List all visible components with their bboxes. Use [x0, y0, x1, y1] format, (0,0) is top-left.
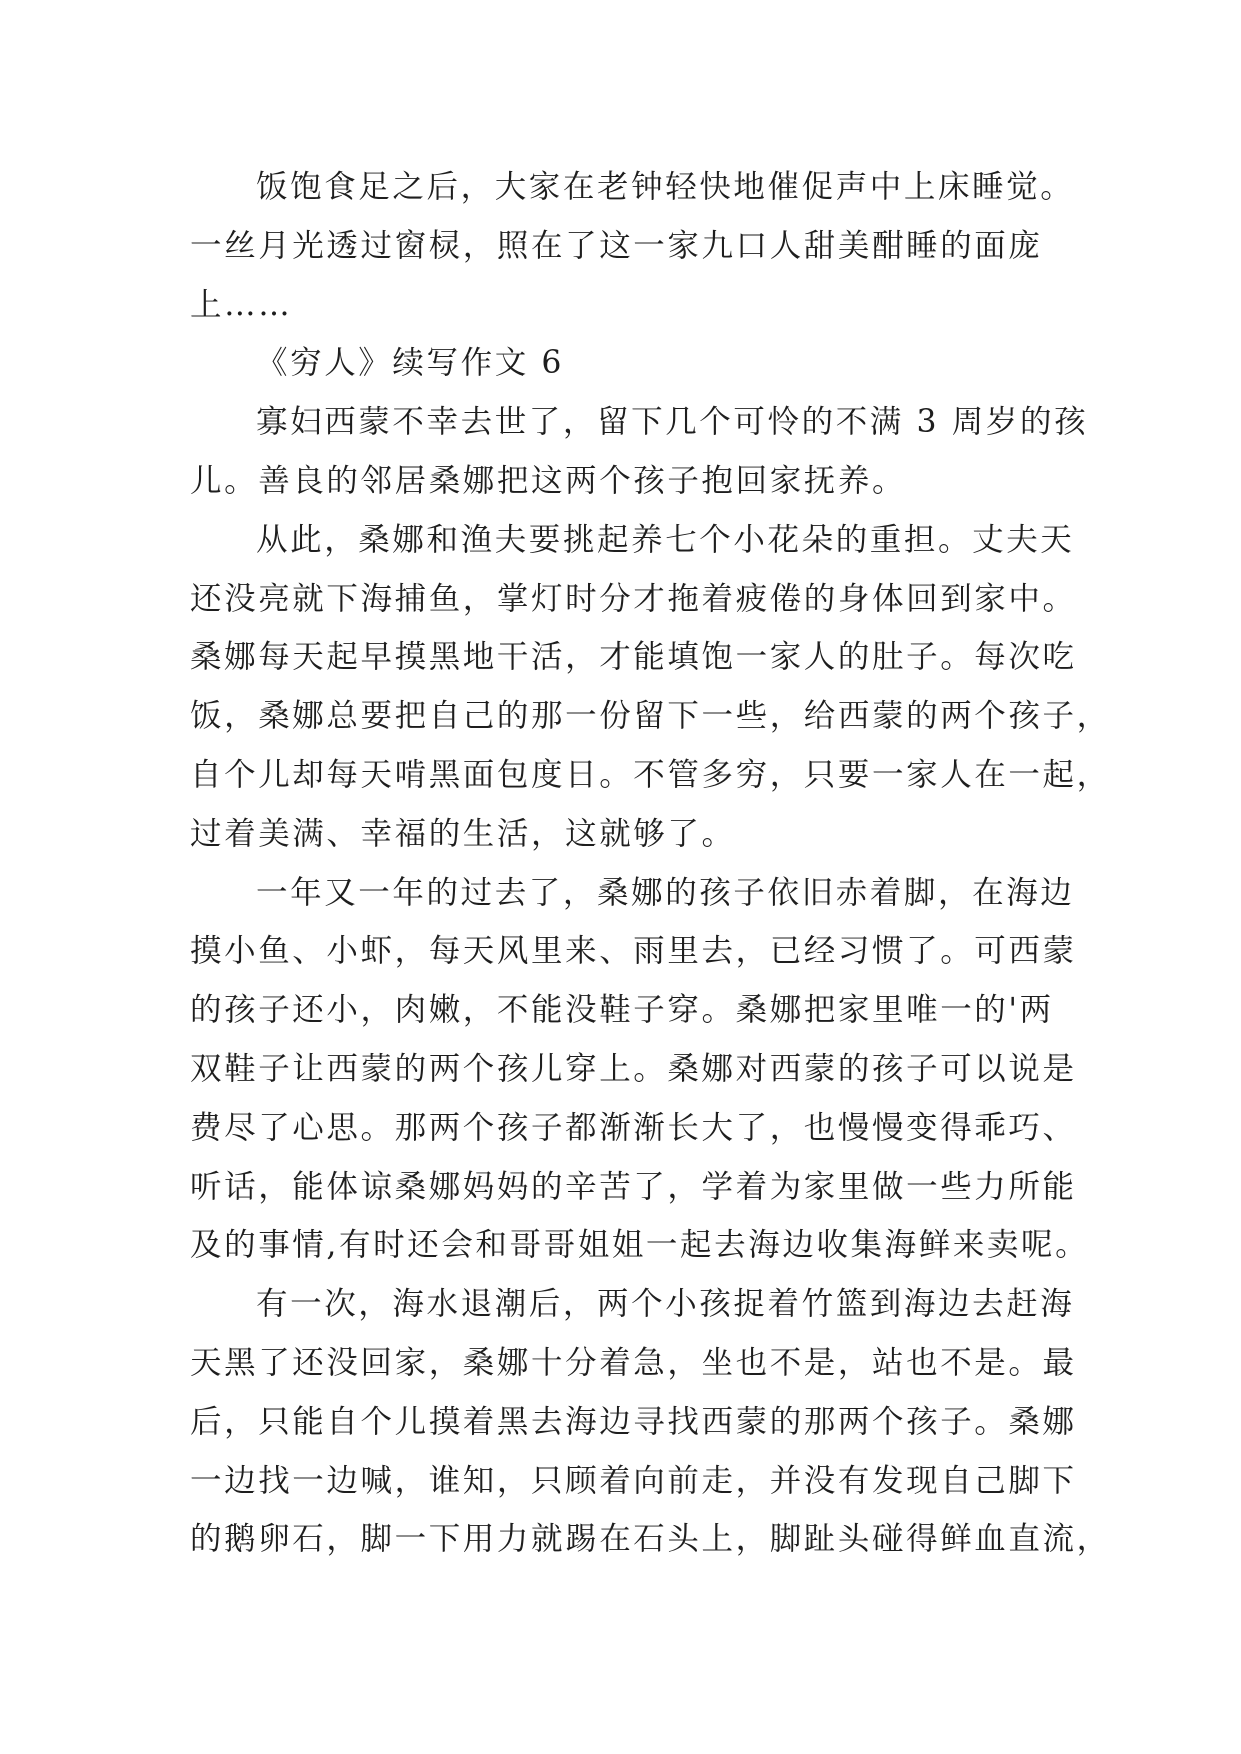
- text-line: 费尽了心思。那两个孩子都渐渐长大了，也慢慢变得乖巧、: [190, 1109, 1077, 1146]
- document-body: [190, 158, 1111, 1569]
- text-line: 一年又一年的过去了，桑娜的孩子依旧赤着脚，在海边: [256, 874, 1075, 911]
- text-line: 桑娜每天起早摸黑地干活，才能填饱一家人的肚子。每次吃: [190, 639, 1077, 676]
- text-line: 饭，桑娜总要把自己的那一份留下一些，给西蒙的两个孩子，: [190, 698, 1111, 735]
- text-line: 儿。善良的邻居桑娜把这两个孩子抱回家抚养。: [190, 462, 907, 499]
- text-line: 后，只能自个儿摸着黑去海边寻找西蒙的那两个孩子。桑娜: [190, 1403, 1077, 1440]
- text-line: 从此，桑娜和渔夫要挑起养七个小花朵的重担。丈夫天: [256, 521, 1075, 558]
- text-line: 自个儿却每天啃黑面包度日。不管多穷，只要一家人在一起，: [190, 756, 1111, 793]
- text-line: 及的事情,有时还会和哥哥姐姐一起去海边收集海鲜来卖呢。: [190, 1227, 1090, 1264]
- text-line: 一丝月光透过窗棂，照在了这一家九口人甜美酣睡的面庞: [190, 227, 1043, 264]
- text-line: 一边找一边喊，谁知，只顾着向前走，并没有发现自己脚下: [190, 1462, 1077, 1499]
- text-line: 天黑了还没回家，桑娜十分着急，坐也不是，站也不是。最: [190, 1344, 1077, 1381]
- text-line: 还没亮就下海捕鱼，掌灯时分才拖着疲倦的身体回到家中。: [190, 580, 1077, 617]
- text-line: 双鞋子让西蒙的两个孩儿穿上。桑娜对西蒙的孩子可以说是: [190, 1050, 1077, 1087]
- text-line: 过着美满、幸福的生活，这就够了。: [190, 815, 736, 852]
- text-line: 上……: [190, 286, 293, 323]
- text-line: 听话，能体谅桑娜妈妈的辛苦了，学着为家里做一些力所能: [190, 1168, 1077, 1205]
- text-line: 的孩子还小，肉嫩，不能没鞋子穿。桑娜把家里唯一的'两: [190, 992, 1054, 1029]
- text-line: 有一次，海水退潮后，两个小孩捉着竹篮到海边去赶海: [256, 1286, 1075, 1323]
- text-line: 摸小鱼、小虾，每天风里来、雨里去，已经习惯了。可西蒙: [190, 933, 1077, 970]
- section-heading: 《穷人》续写作文 6: [256, 345, 565, 382]
- text-line: 寡妇西蒙不幸去世了，留下几个可怜的不满 3 周岁的孩: [256, 404, 1089, 441]
- text-line: 的鹅卵石，脚一下用力就踢在石头上，脚趾头碰得鲜血直流，: [190, 1521, 1111, 1558]
- text-line: 饭饱食足之后，大家在老钟轻快地催促声中上床睡觉。: [256, 169, 1075, 205]
